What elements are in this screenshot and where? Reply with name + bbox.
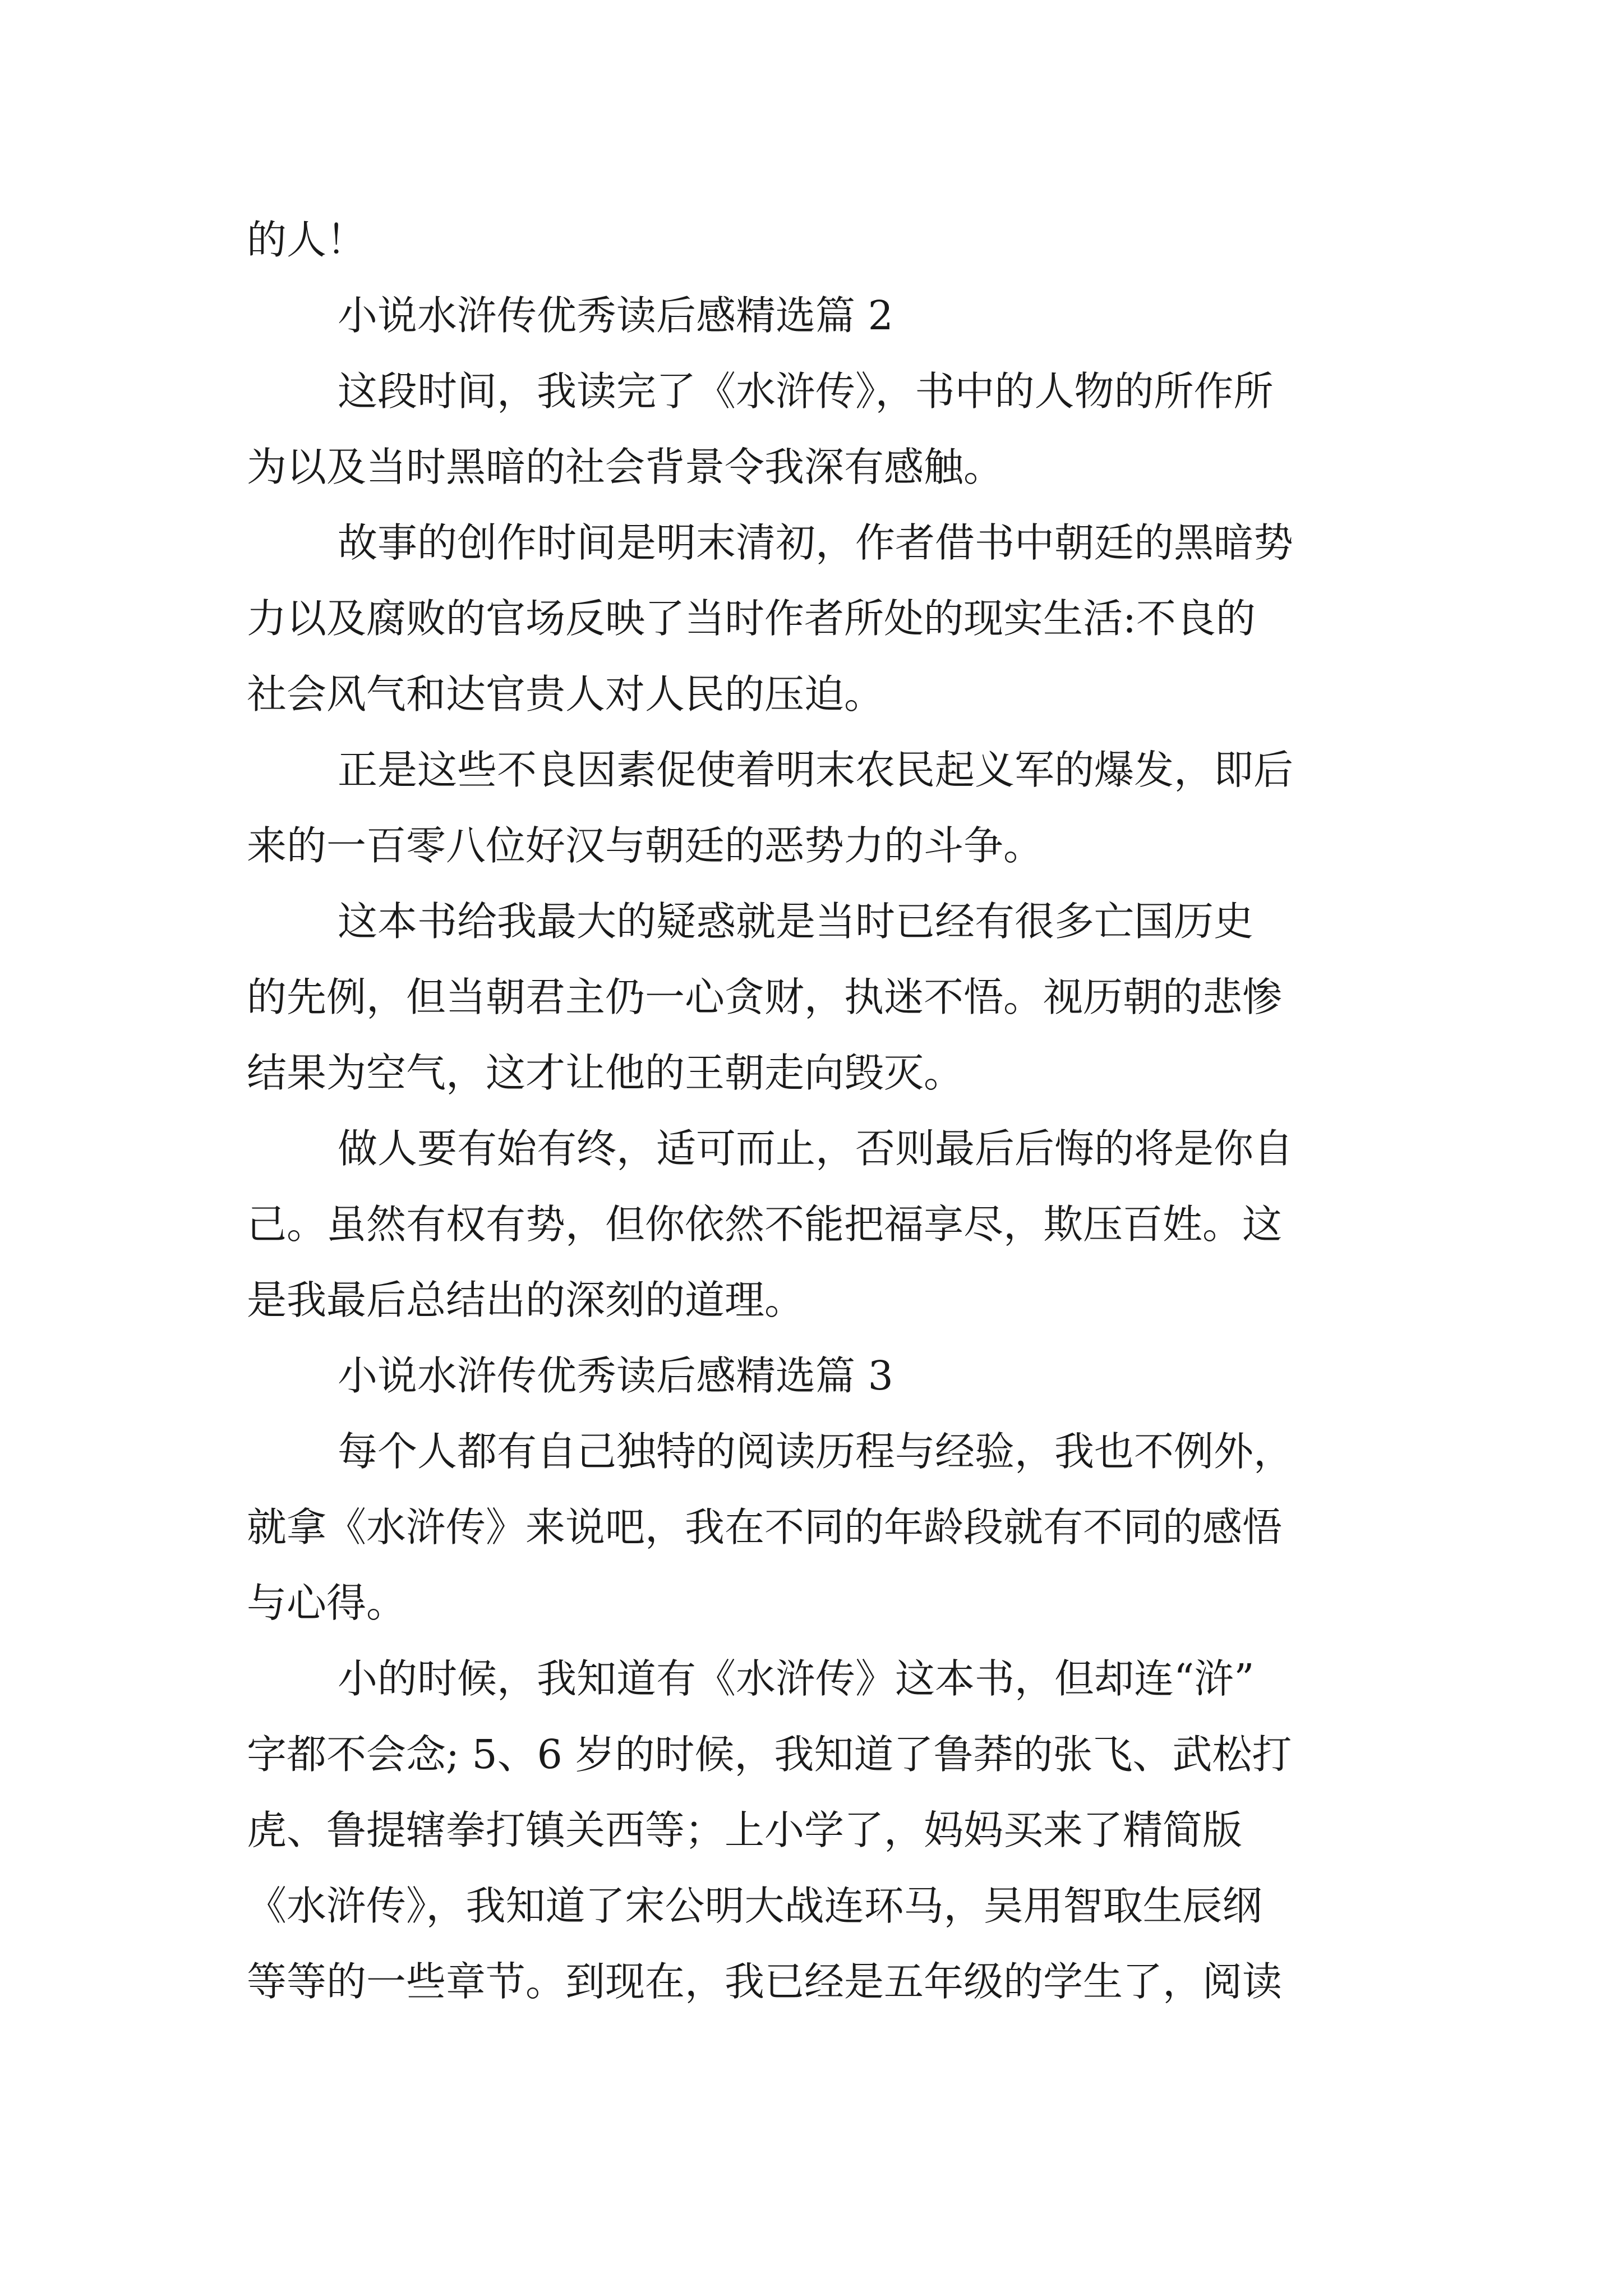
text-line: 就拿《水浒传》来说吧，我在不同的年龄段就有不同的感悟 — [247, 1504, 1283, 1550]
text-line: 小的时候，我知道有《水浒传》这本书，但却连“浒” — [338, 1655, 1255, 1702]
text-line: 《水浒传》，我知道了宋公明大战连环马，吴用智取生辰纲 — [247, 1883, 1262, 1929]
text-line: 这本书给我最大的疑惑就是当时已经有很多亡国历史 — [338, 898, 1254, 945]
text-line: 是我最后总结出的深刻的道理。 — [247, 1277, 805, 1323]
section-heading: 小说水浒传优秀读后感精选篇 2 — [338, 292, 893, 339]
text-line: 与心得。 — [247, 1580, 407, 1626]
text-line: 力以及腐败的官场反映了当时作者所处的现实生活:不良的 — [247, 595, 1256, 642]
section-heading: 小说水浒传优秀读后感精选篇 3 — [338, 1352, 893, 1399]
text-line: 的先例，但当朝君主仍一心贪财，执迷不悟。视历朝的悲惨 — [247, 974, 1283, 1020]
text-line: 做人要有始有终，适可而止，否则最后后悔的将是你自 — [338, 1125, 1294, 1172]
text-line: 的人！ — [247, 217, 367, 263]
text-line: 等等的一些章节。到现在，我已经是五年级的学生了，阅读 — [247, 1958, 1283, 2005]
document-body — [247, 202, 1385, 2019]
text-line: 己。虽然有权有势，但你依然不能把福享尽，欺压百姓。这 — [247, 1201, 1283, 1248]
text-line: 虎、鲁提辖拳打镇关西等；上小学了，妈妈买来了精简版 — [247, 1807, 1243, 1853]
text-line: 每个人都有自己独特的阅读历程与经验，我也不例外， — [338, 1428, 1294, 1475]
text-line: 字都不会念; 5、6 岁的时候，我知道了鲁莽的张飞、武松打 — [247, 1731, 1292, 1778]
text-line: 为以及当时黑暗的社会背景令我深有感触。 — [247, 444, 1004, 490]
text-line: 结果为空气，这才让他的王朝走向毁灭。 — [247, 1050, 964, 1096]
text-line: 这段时间，我读完了《水浒传》，书中的人物的所作所 — [338, 368, 1274, 415]
text-line: 故事的创作时间是明末清初，作者借书中朝廷的黑暗势 — [338, 519, 1294, 566]
text-line: 社会风气和达官贵人对人民的压迫。 — [247, 671, 884, 717]
text-line: 正是这些不良因素促使着明末农民起义军的爆发，即后 — [338, 747, 1294, 793]
text-line: 来的一百零八位好汉与朝廷的恶势力的斗争。 — [247, 822, 1044, 869]
